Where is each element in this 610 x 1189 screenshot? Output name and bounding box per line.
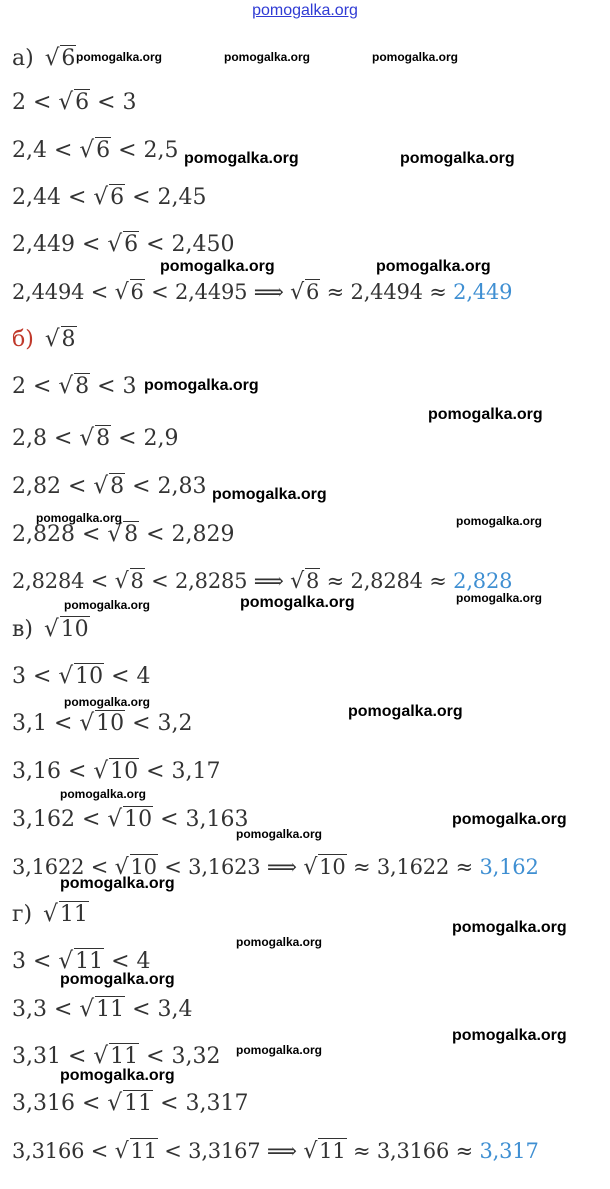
radical — [93, 759, 139, 784]
radical-sign-icon: √ — [107, 1090, 123, 1116]
watermark-text: pomogalka.org — [240, 594, 355, 611]
expression-text: < 3,3167 ⟹ — [157, 1139, 304, 1163]
expression-text: 2,449 < — [12, 232, 108, 257]
expression-text: 2,8284 < — [12, 569, 115, 593]
watermark-text: pomogalka.org — [236, 1043, 323, 1057]
radical-sign-icon: √ — [93, 184, 109, 210]
radical — [45, 46, 77, 71]
expression-text: < 2,450 — [139, 232, 235, 257]
expression-text: < 2,45 — [125, 185, 207, 210]
radical — [107, 522, 139, 547]
answer-value: 3,162 — [479, 855, 539, 879]
watermark-text: pomogalka.org — [452, 811, 567, 828]
math-line — [12, 899, 89, 929]
radical-sign-icon: √ — [93, 1043, 109, 1069]
radical-sign-icon: √ — [58, 663, 74, 689]
expression-text: 3,1 < — [12, 711, 80, 736]
expression-text: < 2,829 — [139, 522, 235, 547]
radical — [58, 90, 90, 115]
watermark-text: pomogalka.org — [372, 50, 459, 64]
radical-sign-icon: √ — [114, 280, 129, 305]
radicand: 8 — [96, 426, 111, 451]
site-header-link[interactable]: pomogalka.org — [252, 2, 358, 19]
math-line — [12, 423, 179, 453]
math-line — [12, 87, 137, 117]
radical — [107, 807, 153, 832]
radical-sign-icon: √ — [79, 137, 95, 163]
radical-sign-icon: √ — [114, 569, 129, 594]
radicand: 11 — [96, 997, 125, 1022]
radicand: 6 — [306, 280, 320, 304]
watermark-text: pomogalka.org — [456, 591, 543, 605]
math-line — [12, 324, 77, 354]
math-line — [12, 471, 207, 501]
radicand: 6 — [96, 138, 111, 163]
part-label: г) — [12, 902, 40, 927]
radical — [45, 327, 77, 352]
watermark-text: pomogalka.org — [400, 150, 515, 167]
radical — [93, 474, 125, 499]
watermark-text: pomogalka.org — [452, 1027, 567, 1044]
math-line — [12, 994, 193, 1024]
radical-sign-icon: √ — [290, 569, 305, 594]
math-line — [12, 1088, 249, 1118]
expression-text: 3,316 < — [12, 1091, 108, 1116]
watermark-text: pomogalka.org — [64, 598, 151, 612]
radical-sign-icon: √ — [93, 758, 109, 784]
radicand: 6 — [61, 46, 76, 71]
radicand: 8 — [61, 327, 76, 352]
expression-text: < 3,17 — [139, 759, 221, 784]
watermark-text: pomogalka.org — [428, 406, 543, 423]
watermark-text: pomogalka.org — [60, 787, 147, 801]
radicand: 8 — [306, 569, 320, 593]
radical — [115, 569, 145, 593]
radical — [58, 374, 90, 399]
radical — [44, 617, 90, 642]
math-line — [12, 182, 207, 212]
expression-text: < 3 — [90, 90, 137, 115]
radical-sign-icon: √ — [93, 473, 109, 499]
expression-text: ≈ 3,1622 ≈ — [346, 855, 480, 879]
radical-sign-icon: √ — [44, 326, 60, 352]
radical-sign-icon: √ — [58, 948, 74, 974]
expression-text: < 3,1623 ⟹ — [157, 855, 304, 879]
math-line — [12, 1136, 539, 1166]
math-line — [12, 804, 249, 834]
expression-text: < 4 — [104, 949, 151, 974]
watermark-text: pomogalka.org — [144, 377, 259, 394]
expression-text: 2,44 < — [12, 185, 94, 210]
watermark-text: pomogalka.org — [212, 486, 327, 503]
radical — [93, 185, 125, 210]
watermark-text: pomogalka.org — [60, 875, 175, 892]
radical-sign-icon: √ — [107, 806, 123, 832]
radical-sign-icon: √ — [114, 855, 129, 880]
radicand: 10 — [130, 855, 157, 879]
watermark-text: pomogalka.org — [452, 919, 567, 936]
expression-text: ≈ 3,3166 ≈ — [346, 1139, 480, 1163]
radicand: 11 — [130, 1139, 157, 1163]
expression-text: 3,1622 < — [12, 855, 115, 879]
expression-text: ≈ 2,4494 ≈ — [320, 280, 454, 304]
math-line — [12, 708, 193, 738]
radical — [107, 232, 139, 257]
math-line — [12, 229, 235, 259]
radicand: 6 — [130, 280, 144, 304]
expression-text: 2,4494 < — [12, 280, 115, 304]
radical-sign-icon: √ — [114, 1139, 129, 1164]
radical-sign-icon: √ — [303, 1139, 318, 1164]
expression-text: 2,828 < — [12, 522, 108, 547]
radicand: 11 — [110, 1044, 139, 1069]
radicand: 11 — [124, 1091, 153, 1116]
radical — [290, 569, 320, 593]
watermark-text: pomogalka.org — [224, 50, 311, 64]
math-line — [12, 277, 512, 307]
part-label: б) — [12, 327, 41, 352]
radicand: 6 — [110, 185, 125, 210]
math-line — [12, 43, 76, 73]
radicand: 10 — [110, 759, 139, 784]
part-label: в) — [12, 617, 40, 642]
radical-sign-icon: √ — [107, 521, 123, 547]
radicand: 8 — [130, 569, 144, 593]
answer-value: 3,317 — [479, 1139, 539, 1163]
radicand: 10 — [75, 664, 104, 689]
radical-sign-icon: √ — [79, 710, 95, 736]
radical — [303, 1139, 346, 1163]
watermark-text: pomogalka.org — [60, 1067, 175, 1084]
watermark-text: pomogalka.org — [60, 971, 175, 988]
radicand: 10 — [60, 617, 89, 642]
expression-text: < 2,4495 ⟹ — [144, 280, 291, 304]
expression-text: ≈ 2,8284 ≈ — [320, 569, 454, 593]
answer-value: 2,828 — [453, 569, 513, 593]
expression-text: 2 < — [12, 90, 59, 115]
math-line — [12, 371, 137, 401]
math-line — [12, 661, 151, 691]
radical-sign-icon: √ — [43, 901, 58, 927]
radical-sign-icon: √ — [303, 855, 318, 880]
radicand: 6 — [75, 90, 90, 115]
radicand: 10 — [96, 711, 125, 736]
radical — [303, 855, 346, 879]
watermark-text: pomogalka.org — [236, 935, 323, 949]
radical — [58, 664, 104, 689]
expression-text: 3,31 < — [12, 1044, 94, 1069]
radicand: 8 — [110, 474, 125, 499]
radicand: 11 — [75, 949, 104, 974]
radical-sign-icon: √ — [58, 89, 74, 115]
expression-text: 2,82 < — [12, 474, 94, 499]
expression-text: < 2,83 — [125, 474, 207, 499]
expression-text: < 2,8285 ⟹ — [144, 569, 291, 593]
expression-text: < 3,32 — [139, 1044, 221, 1069]
expression-text: 3,16 < — [12, 759, 94, 784]
math-line — [12, 135, 179, 165]
watermark-text: pomogalka.org — [184, 150, 299, 167]
radical — [79, 138, 111, 163]
radical-sign-icon: √ — [43, 616, 59, 642]
math-line — [12, 614, 90, 644]
radical — [79, 997, 125, 1022]
radical — [43, 902, 89, 927]
expression-text: 3,3 < — [12, 997, 80, 1022]
expression-text: < 3,4 — [125, 997, 193, 1022]
expression-text: < 2,5 — [111, 138, 179, 163]
expression-text: < 3 — [90, 374, 137, 399]
expression-text: 3,162 < — [12, 807, 108, 832]
expression-text: < 3,317 — [153, 1091, 249, 1116]
radicand: 8 — [75, 374, 90, 399]
expression-text: 3 < — [12, 949, 59, 974]
expression-text: 2,8 < — [12, 426, 80, 451]
radical — [115, 1139, 158, 1163]
radical — [79, 426, 111, 451]
expression-text: < 3,2 — [125, 711, 193, 736]
radical — [115, 280, 145, 304]
radicand: 6 — [124, 232, 139, 257]
radical — [107, 1091, 153, 1116]
expression-text: < 2,9 — [111, 426, 179, 451]
radicand: 11 — [59, 902, 88, 927]
radical — [79, 711, 125, 736]
radical — [290, 280, 320, 304]
expression-text: 3 < — [12, 664, 59, 689]
watermark-text: pomogalka.org — [36, 511, 123, 525]
radical-sign-icon: √ — [58, 373, 74, 399]
radical-sign-icon: √ — [290, 280, 305, 305]
watermark-text: pomogalka.org — [376, 258, 491, 275]
radicand: 11 — [319, 1139, 346, 1163]
math-line — [12, 566, 512, 596]
radicand: 8 — [124, 522, 139, 547]
radical-sign-icon: √ — [79, 996, 95, 1022]
expression-text: 3,3166 < — [12, 1139, 115, 1163]
radical-sign-icon: √ — [107, 231, 123, 257]
watermark-text: pomogalka.org — [160, 258, 275, 275]
answer-value: 2,449 — [453, 280, 513, 304]
radical-sign-icon: √ — [44, 45, 60, 71]
watermark-text: pomogalka.org — [236, 827, 323, 841]
radicand: 10 — [319, 855, 346, 879]
radicand: 10 — [124, 807, 153, 832]
watermark-text: pomogalka.org — [348, 703, 463, 720]
watermark-text: pomogalka.org — [76, 50, 163, 64]
part-label: а) — [12, 46, 41, 71]
watermark-text: pomogalka.org — [64, 695, 151, 709]
expression-text: 2,4 < — [12, 138, 80, 163]
watermark-text: pomogalka.org — [456, 514, 543, 528]
radical-sign-icon: √ — [79, 425, 95, 451]
math-line — [12, 756, 221, 786]
expression-text: 2 < — [12, 374, 59, 399]
expression-text: < 3,163 — [153, 807, 249, 832]
radical — [93, 1044, 139, 1069]
expression-text: < 4 — [104, 664, 151, 689]
